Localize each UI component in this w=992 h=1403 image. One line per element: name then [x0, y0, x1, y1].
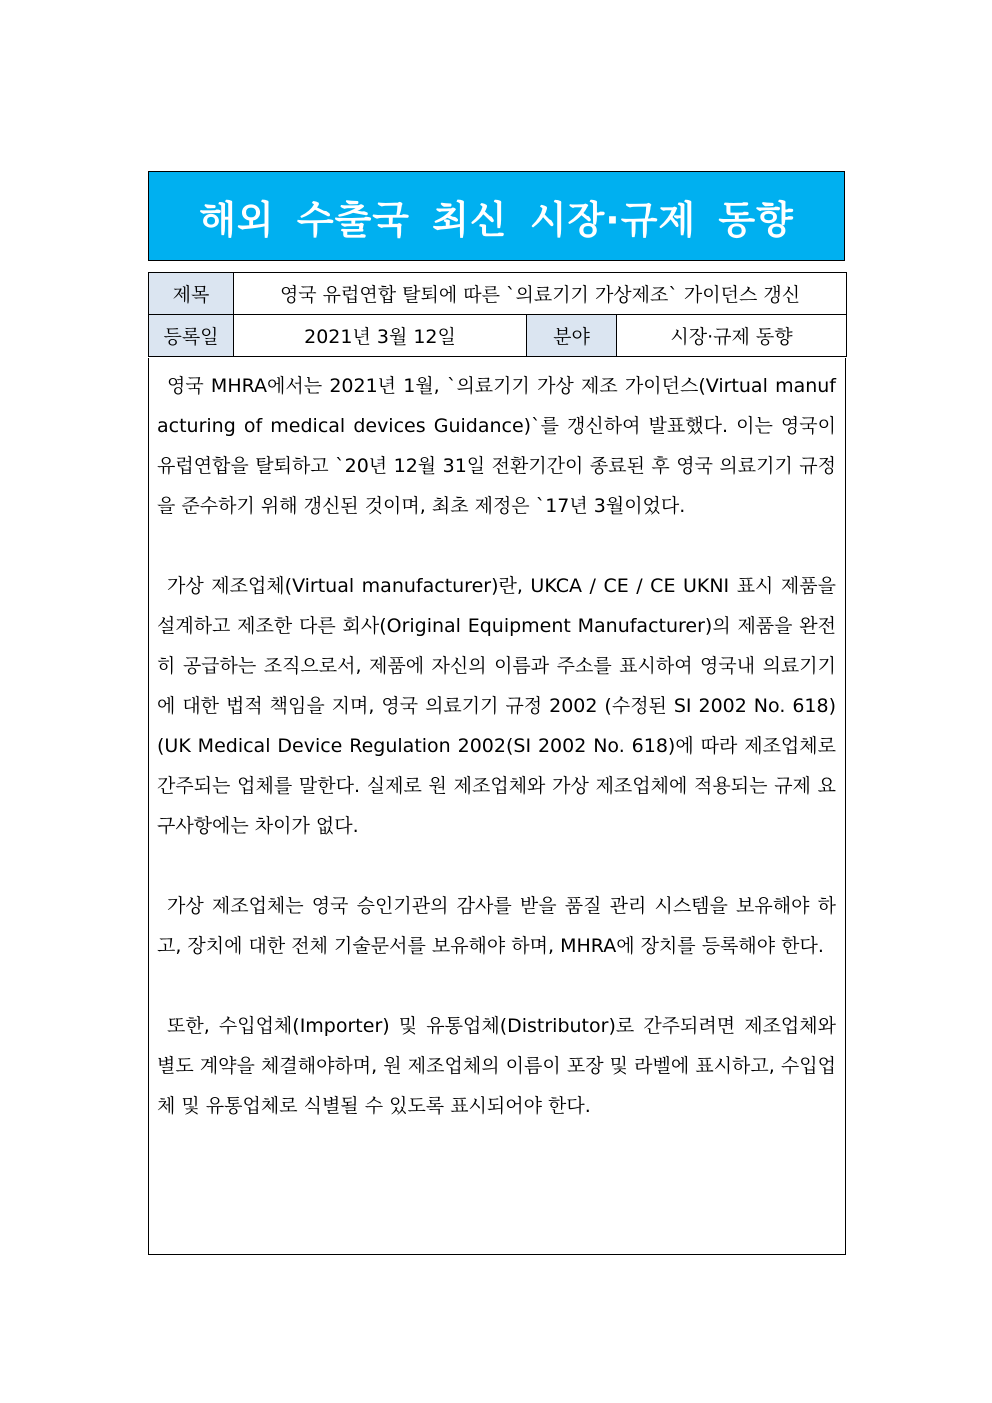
field-value: 시장·규제 동향: [617, 315, 847, 357]
subject-value: 영국 유럽연합 탈퇴에 따른 `의료기기 가상제조` 가이던스 갱신: [234, 273, 847, 315]
paragraph: 가상 제조업체는 영국 승인기관의 감사를 받을 품질 관리 시스템을 보유해야 하고, 장치에 대한 전체 기술문서를 보유해야 하며, MHRA에 장치를 등록해야 한다.: [157, 895, 836, 957]
paragraph: 또한, 수입업체(Importer) 및 유통업체(Distributor)로 간주되려면 제조업체와 별도 계약을 체결해야하며, 원 제조업체의 이름이 포장 및 라벨에 표시하고, 수입업체 및 유통업체로 식별될 수 있도록 표시되어야 한다.: [157, 1015, 836, 1117]
subject-label: 제목: [149, 273, 234, 315]
paragraph: 영국 MHRA에서는 2021년 1월, `의료기기 가상 제조 가이던스(Virtual manufacturing of medical devices Guidance)`를 갱신하여 발표했다. 이는 영국이 유럽연합을 탈퇴하고 `20년 12월 31일 전환기간이 종료된 후 영국 의료기기 규정을 준수하기 위해 갱신된 것이며, 최초 제정은 `17년 3월이었다.: [157, 375, 836, 517]
date-value: 2021년 3월 12일: [234, 315, 527, 357]
subject-row: [149, 273, 847, 315]
date-label: 등록일: [149, 315, 234, 357]
article-body: [148, 358, 846, 1255]
info-table: [148, 272, 847, 357]
page-title: 해외 수출국 최신 시장·규제 동향: [199, 197, 794, 242]
paragraph: 가상 제조업체(Virtual manufacturer)란, UKCA / CE / CE UKNI 표시 제품을 설계하고 제조한 다른 회사(Original Equipment Manufacturer)의 제품을 완전히 공급하는 조직으로서, 제품에 자신의 이름과 주소를 표시하여 영국내 의료기기에 대한 법적 책임을 지며, 영국 의료기기 규정 2002 (수정된 SI 2002 No. 618)(UK Medical Device Regulation 2002(SI 2002 No. 618)에 따라 제조업체로 간주되는 업체를 말한다. 실제로 원 제조업체와 가상 제조업체에 적용되는 규제 요구사항에는 차이가 없다.: [157, 575, 836, 837]
field-label: 분야: [527, 315, 617, 357]
date-field-row: [149, 315, 847, 357]
title-banner: [148, 171, 845, 261]
